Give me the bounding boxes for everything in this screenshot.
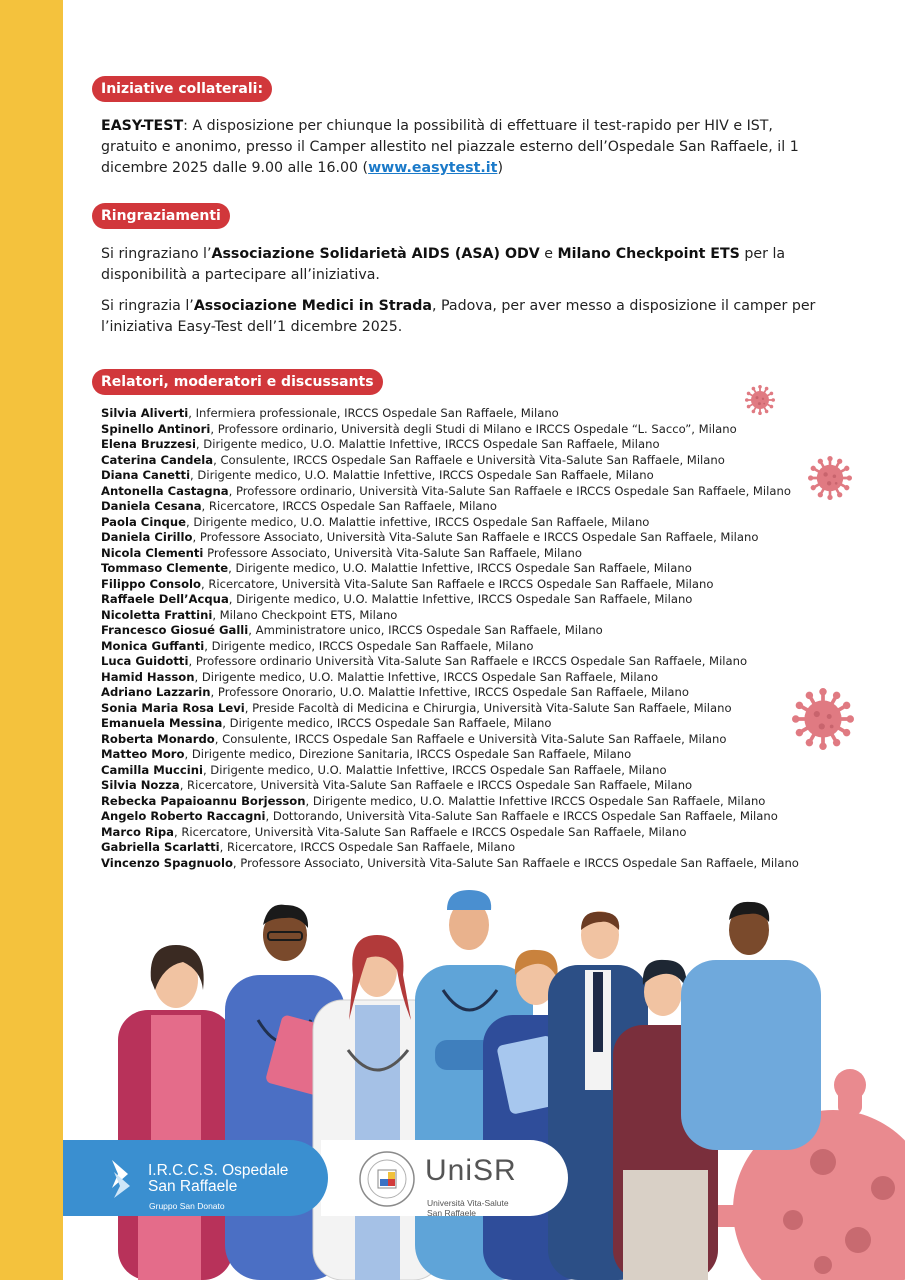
- side-accent-bar: [0, 0, 63, 1280]
- speaker-name: Paola Cinque: [101, 514, 186, 529]
- speaker-item: [101, 794, 821, 810]
- section-heading-relatori: Relatori, moderatori e discussants: [92, 369, 383, 395]
- speaker-name: Hamid Hasson: [101, 669, 195, 684]
- speaker-name: Tommaso Clemente: [101, 561, 229, 575]
- speaker-item: [101, 825, 821, 841]
- speaker-item: [101, 639, 821, 655]
- speaker-role: , Professore Associato, Università Vita-Salute San Raffaele e IRCCS Ospedale San Raffaele, Milano: [192, 530, 759, 544]
- speaker-name: Marco Ripa: [101, 824, 174, 839]
- thanks-paragraph-1: [101, 244, 816, 286]
- unisr-seal-icon: [358, 1150, 416, 1208]
- speaker-role: , Amministratore unico, IRCCS Ospedale San Raffaele, Milano: [248, 623, 603, 637]
- speaker-item: [101, 484, 821, 500]
- speaker-name: Antonella Castagna: [101, 483, 229, 498]
- speaker-name: Daniela Cesana: [101, 499, 202, 513]
- speaker-name: Caterina Candela: [101, 452, 214, 467]
- unisr-line2: San Raffaele: [427, 1208, 476, 1218]
- easytest-lead: EASY-TEST: [101, 118, 184, 134]
- thanks-text: e: [539, 246, 558, 262]
- section-heading-iniziative: Iniziative collaterali:: [92, 76, 272, 102]
- speaker-role: , Ricercatore, Università Vita-Salute San Raffaele e IRCCS Ospedale San Raffaele, Milano: [173, 824, 687, 839]
- speaker-role: , Milano Checkpoint ETS, Milano: [212, 607, 398, 622]
- speaker-role: , Professore ordinario Università Vita-Salute San Raffaele e IRCCS Ospedale San Raffaele, Milano: [188, 654, 748, 668]
- thanks-text: Si ringraziano l’: [101, 246, 212, 262]
- speaker-name: Nicoletta Frattini: [101, 607, 213, 622]
- speaker-item: [101, 778, 821, 794]
- unisr-line1: Università Vita-Salute: [427, 1198, 509, 1208]
- speaker-name: Diana Canetti: [101, 468, 191, 482]
- thanks-text: , Padova, per aver messo a disposizione il camper per l’iniziativa Easy-Test dell’1 dicembre 2025.: [101, 298, 816, 335]
- thanks-org-checkpoint: Milano Checkpoint ETS: [557, 246, 740, 262]
- speaker-role: , Dirigente medico, IRCCS Ospedale San Raffaele, Milano: [204, 638, 534, 653]
- speaker-role: , Infermiera professionale, IRCCS Ospedale San Raffaele, Milano: [188, 406, 559, 420]
- speaker-role: , Dirigente medico, U.O. Malattie Infettive, IRCCS Ospedale San Raffaele, Milano: [228, 561, 692, 575]
- unisr-subtitle: [427, 1198, 509, 1218]
- easytest-link[interactable]: www.easytest.it: [368, 160, 498, 176]
- speaker-item: [101, 747, 821, 763]
- speaker-name: Silvia Aliverti: [101, 406, 189, 420]
- virus-icon: [792, 688, 854, 750]
- speaker-name: Luca Guidotti: [101, 654, 189, 668]
- speaker-name: Raffaele Dell’Acqua: [101, 592, 229, 606]
- unisr-title: UniSR: [425, 1154, 517, 1187]
- speaker-role: , Professore Onorario, U.O. Malattie Infettive, IRCCS Ospedale San Raffaele, Milano: [210, 685, 689, 699]
- speaker-role: , Dottorando, Università Vita-Salute San Raffaele e IRCCS Ospedale San Raffaele, Milano: [265, 809, 778, 823]
- speaker-item: [101, 623, 821, 639]
- osr-group: Gruppo San Donato: [149, 1201, 225, 1211]
- thanks-org-asa: Associazione Solidarietà AIDS (ASA) ODV: [211, 246, 540, 262]
- speaker-name: Angelo Roberto Raccagni: [101, 809, 266, 823]
- speaker-role: , Dirigente medico, U.O. Malattie Infettive IRCCS Ospedale San Raffaele, Milano: [305, 793, 766, 808]
- speaker-name: Camilla Muccini: [101, 762, 203, 777]
- thanks-text: per la disponibilità a partecipare all’iniziativa.: [101, 246, 786, 283]
- speaker-role: , Consulente, IRCCS Ospedale San Raffaele e Università Vita-Salute San Raffaele, Milano: [213, 452, 725, 467]
- speaker-name: Gabriella Scarlatti: [101, 840, 220, 854]
- speaker-role: , Dirigente medico, Direzione Sanitaria, IRCCS Ospedale San Raffaele, Milano: [184, 747, 632, 761]
- speaker-item: [101, 468, 821, 484]
- speaker-item: [101, 515, 821, 531]
- speaker-item: [101, 499, 821, 515]
- speaker-name: Matteo Moro: [101, 747, 185, 761]
- speaker-role: , Dirigente medico, IRCCS Ospedale San Raffaele, Milano: [222, 716, 552, 730]
- speaker-item: [101, 406, 821, 422]
- speaker-item: [101, 701, 821, 717]
- speaker-item: [101, 716, 821, 732]
- thanks-text: Si ringrazia l’: [101, 298, 194, 314]
- speaker-name: Adriano Lazzarin: [101, 685, 211, 699]
- speaker-name: Vincenzo Spagnuolo: [101, 855, 233, 870]
- easytest-text: : A disposizione per chiunque la possibilità di effettuare il test-rapido per HIV e IST, gratuito e anonimo, presso il Camper allestito nel piazzale esterno dell’Ospedale San Raffaele, il 1 dicembre 2025 dalle 9.00 alle 16.00 (: [101, 118, 799, 176]
- speaker-name: Filippo Consolo: [101, 576, 201, 591]
- speaker-name: Elena Bruzzesi: [101, 437, 196, 451]
- speaker-name: Roberta Monardo: [101, 731, 215, 746]
- speaker-item: [101, 592, 821, 608]
- speaker-role: , Ricercatore, IRCCS Ospedale San Raffaele, Milano: [219, 840, 516, 854]
- speaker-name: Silvia Nozza: [101, 778, 180, 792]
- speaker-item: [101, 422, 821, 438]
- speaker-item: [101, 577, 821, 593]
- speaker-name: Nicola Clementi: [101, 545, 204, 560]
- speaker-role: , Dirigente medico, U.O. Malattie infettive, IRCCS Ospedale San Raffaele, Milano: [185, 514, 650, 529]
- speaker-name: Spinello Antinori: [101, 421, 211, 436]
- section-heading-ringraziamenti: Ringraziamenti: [92, 203, 230, 229]
- speaker-item: [101, 763, 821, 779]
- speaker-role: , Preside Facoltà di Medicina e Chirurgia, Università Vita-Salute San Raffaele, Milano: [244, 700, 732, 715]
- speaker-item: [101, 561, 821, 577]
- speaker-item: [101, 809, 821, 825]
- osr-line1: I.R.C.C.S. Ospedale: [148, 1162, 289, 1179]
- speaker-role: , Professore Associato, Università Vita-Salute San Raffaele e IRCCS Ospedale San Raffaele, Milano: [232, 855, 799, 870]
- speaker-role: , Professore ordinario, Università Vita-Salute San Raffaele e IRCCS Ospedale San Raffaele, Milano: [228, 483, 791, 498]
- thanks-paragraph-2: [101, 296, 816, 338]
- speaker-role: Professore Associato, Università Vita-Salute San Raffaele, Milano: [203, 545, 582, 560]
- speaker-role: , Ricercatore, Università Vita-Salute San Raffaele e IRCCS Ospedale San Raffaele, Milano: [200, 576, 714, 591]
- speaker-item: [101, 437, 821, 453]
- speaker-role: , Dirigente medico, U.O. Malattie Infettive, IRCCS Ospedale San Raffaele, Milano: [228, 592, 693, 606]
- virus-icon: [808, 456, 852, 500]
- speaker-item: [101, 856, 821, 872]
- osr-line2: San Raffaele: [148, 1178, 238, 1195]
- speaker-name: Rebecka Papaioannu Borjesson: [101, 793, 306, 808]
- speakers-list: [101, 406, 821, 871]
- speaker-name: Francesco Giosué Galli: [101, 623, 249, 637]
- speaker-item: [101, 670, 821, 686]
- speaker-role: , Dirigente medico, U.O. Malattie Infettive, IRCCS Ospedale San Raffaele, Milano: [195, 437, 660, 451]
- speaker-role: , Dirigente medico, U.O. Malattie Infettive, IRCCS Ospedale San Raffaele, Milano: [190, 468, 654, 482]
- thanks-org-medici: Associazione Medici in Strada: [193, 298, 432, 314]
- footer-logos: [63, 1140, 568, 1216]
- speaker-item: [101, 453, 821, 469]
- speaker-role: , Ricercatore, Università Vita-Salute San Raffaele e IRCCS Ospedale San Raffaele, Milano: [179, 778, 693, 792]
- osr-name: [148, 1163, 288, 1195]
- speaker-role: , Ricercatore, IRCCS Ospedale San Raffaele, Milano: [201, 499, 497, 513]
- easytest-paragraph: [101, 116, 816, 179]
- easytest-tail: ): [497, 160, 503, 176]
- figure-man-light-scrubs: [681, 902, 821, 1150]
- speaker-name: Sonia Maria Rosa Levi: [101, 700, 245, 715]
- speaker-item: [101, 840, 821, 856]
- medical-staff-illustration: [63, 880, 905, 1280]
- speaker-name: Monica Guffanti: [101, 638, 205, 653]
- speaker-item: [101, 732, 821, 748]
- speaker-role: , Dirigente medico, U.O. Malattie Infettive, IRCCS Ospedale San Raffaele, Milano: [202, 762, 667, 777]
- speaker-name: Emanuela Messina: [101, 716, 223, 730]
- speaker-item: [101, 654, 821, 670]
- speaker-item: [101, 530, 821, 546]
- speaker-item: [101, 608, 821, 624]
- virus-icon: [745, 385, 775, 415]
- osr-logo-icon: [108, 1158, 134, 1198]
- figure-woman-blazer: [118, 945, 233, 1280]
- speaker-name: Daniela Cirillo: [101, 530, 193, 544]
- speaker-role: , Professore ordinario, Università degli Studi di Milano e IRCCS Ospedale “L. Sacco”, Milano: [210, 421, 737, 436]
- speaker-item: [101, 685, 821, 701]
- speaker-item: [101, 546, 821, 562]
- speaker-role: , Consulente, IRCCS Ospedale San Raffaele e Università Vita-Salute San Raffaele, Milano: [214, 731, 727, 746]
- speaker-role: , Dirigente medico, U.O. Malattie Infettive, IRCCS Ospedale San Raffaele, Milano: [194, 669, 659, 684]
